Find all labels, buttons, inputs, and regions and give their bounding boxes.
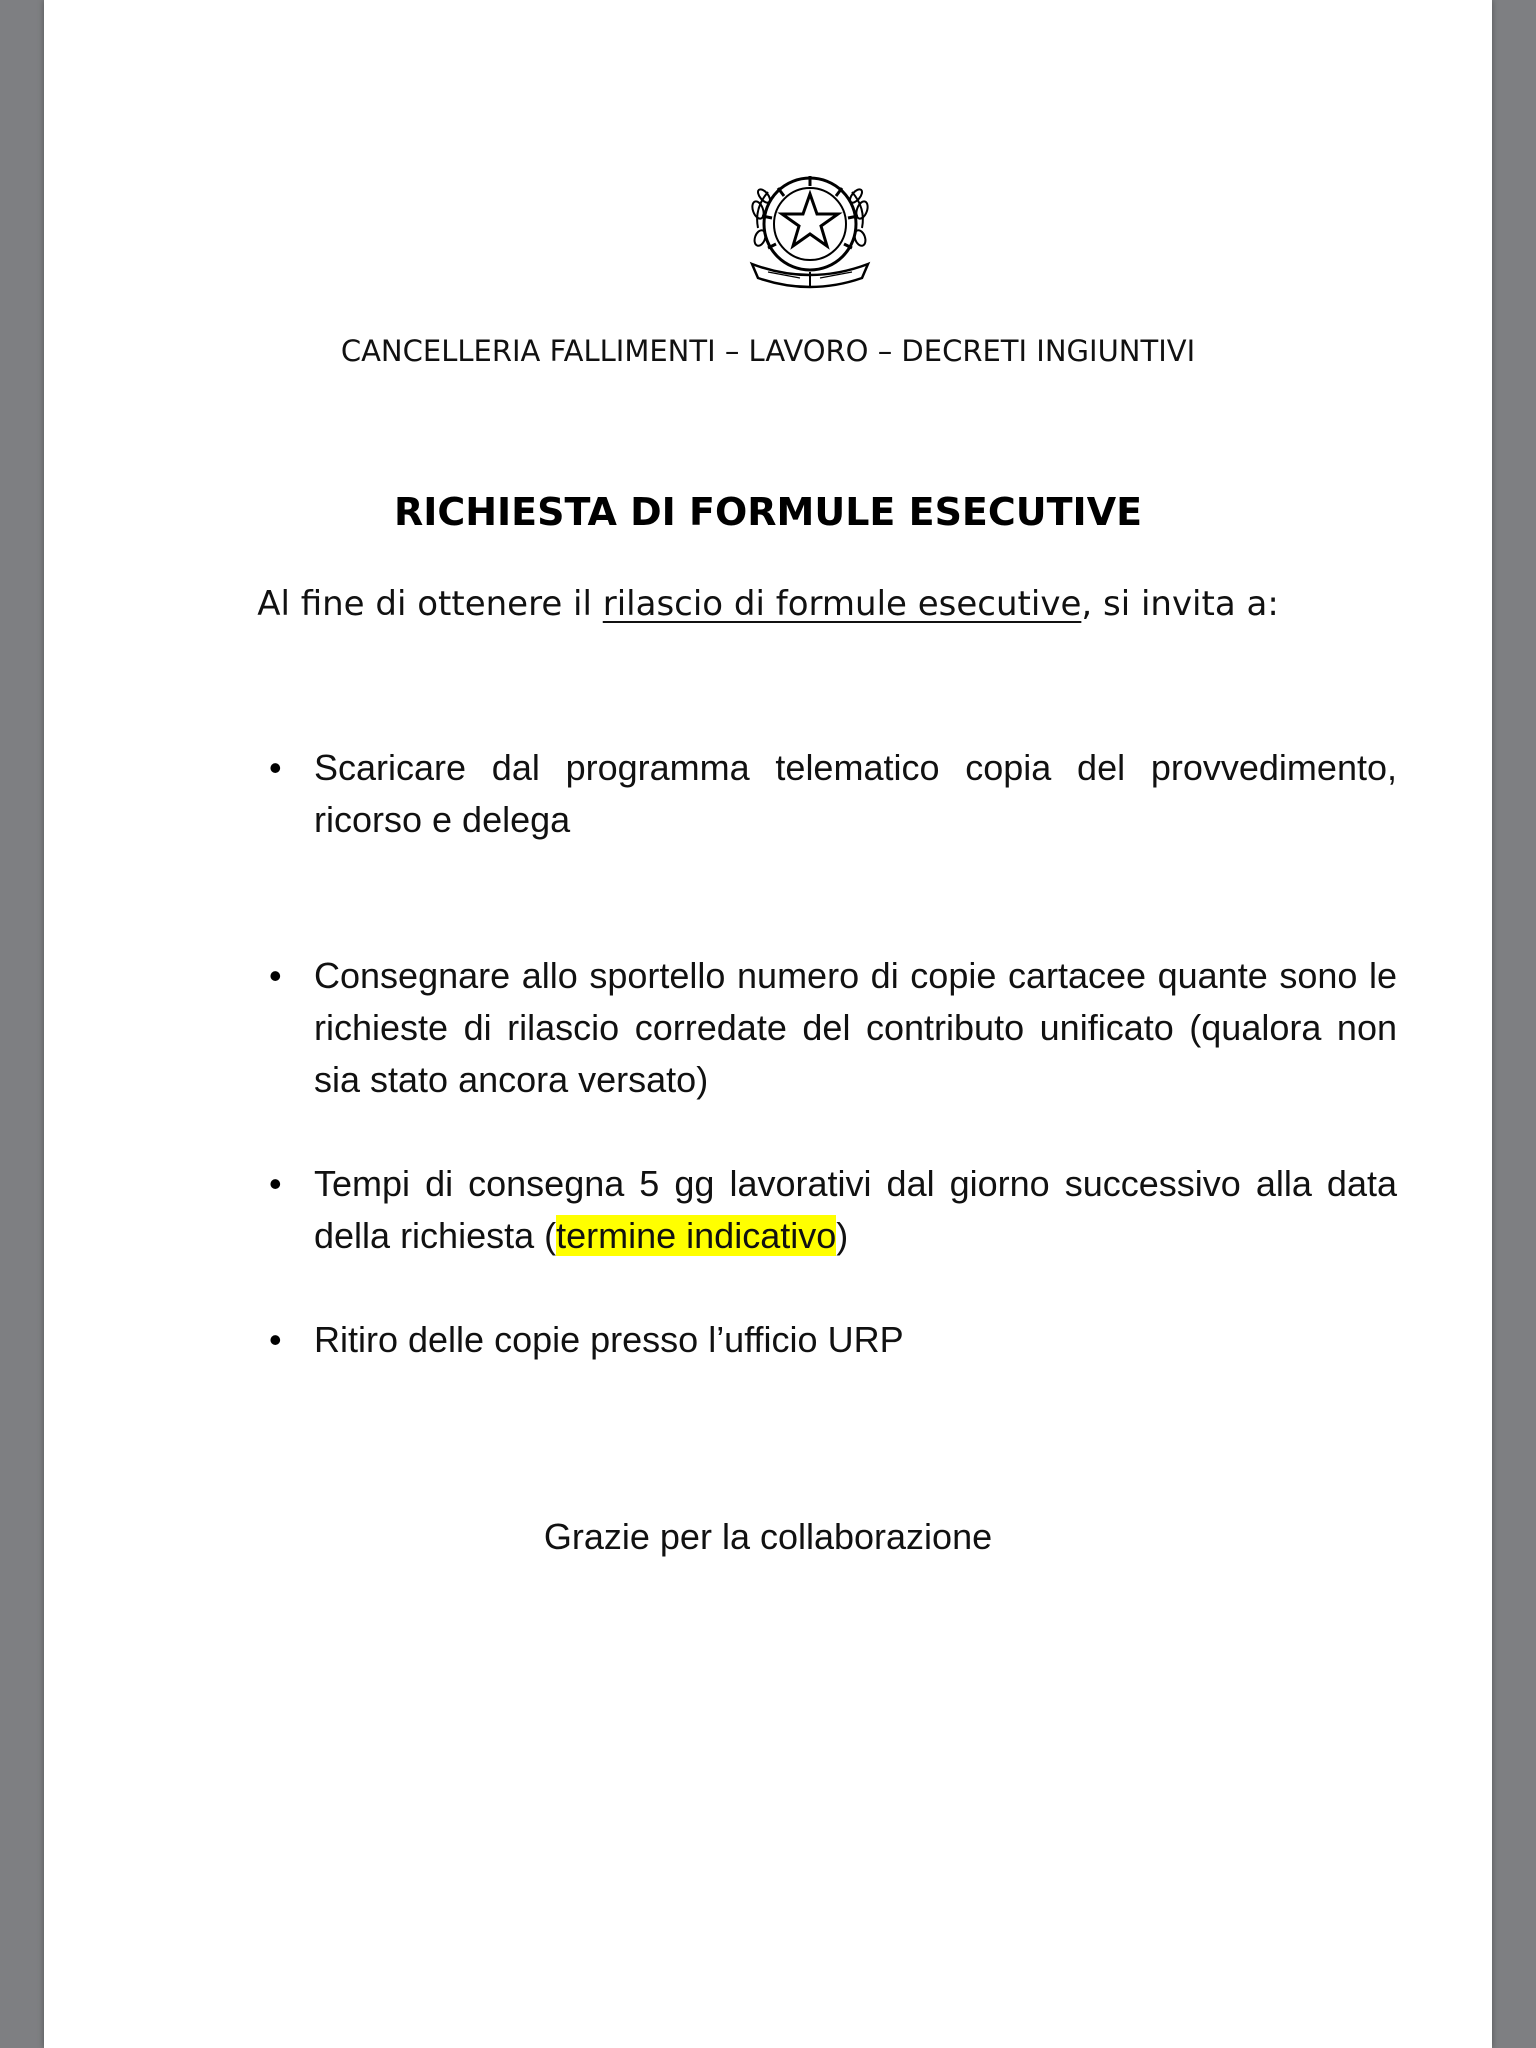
- list-item-text: Tempi di consegna 5 gg lavorativi dal giorno successivo alla data della richiesta (: [314, 1163, 1397, 1256]
- intro-paragraph: [44, 584, 1492, 624]
- list-item-text-end: ): [836, 1215, 849, 1256]
- closing-text: Grazie per la collaborazione: [543, 1516, 993, 1557]
- list-item: Scaricare dal programma telematico copia del provvedimento, ricorso e delega: [314, 747, 1397, 840]
- bullet-icon: •: [269, 1163, 282, 1204]
- highlighted-text: termine indicativo: [556, 1215, 837, 1256]
- italian-republic-emblem: [744, 168, 876, 296]
- intro-underlined-text: rilascio di formule esecutive: [602, 584, 1082, 624]
- intro-text-before: Al fine di ottenere il: [257, 584, 603, 624]
- bullet-icon: •: [269, 747, 282, 788]
- intro-text-after: , si invita a:: [1081, 584, 1279, 624]
- list-item: [314, 1158, 1397, 1262]
- document-page: [44, 0, 1492, 2048]
- list-item: Consegnare allo sportello numero di copie cartacee quante sono le richieste di rilascio corredate del contributo unificato (qualora non sia stato ancora versato): [314, 955, 1397, 1100]
- bullet-icon: •: [269, 955, 282, 996]
- bullet-icon: •: [269, 1319, 282, 1360]
- document-title: RICHIESTA DI FORMULE ESECUTIVE: [393, 490, 1143, 534]
- office-heading: CANCELLERIA FALLIMENTI – LAVORO – DECRETI INGIUNTIVI: [340, 334, 1196, 368]
- list-item: Ritiro delle copie presso l’ufficio URP: [314, 1319, 904, 1360]
